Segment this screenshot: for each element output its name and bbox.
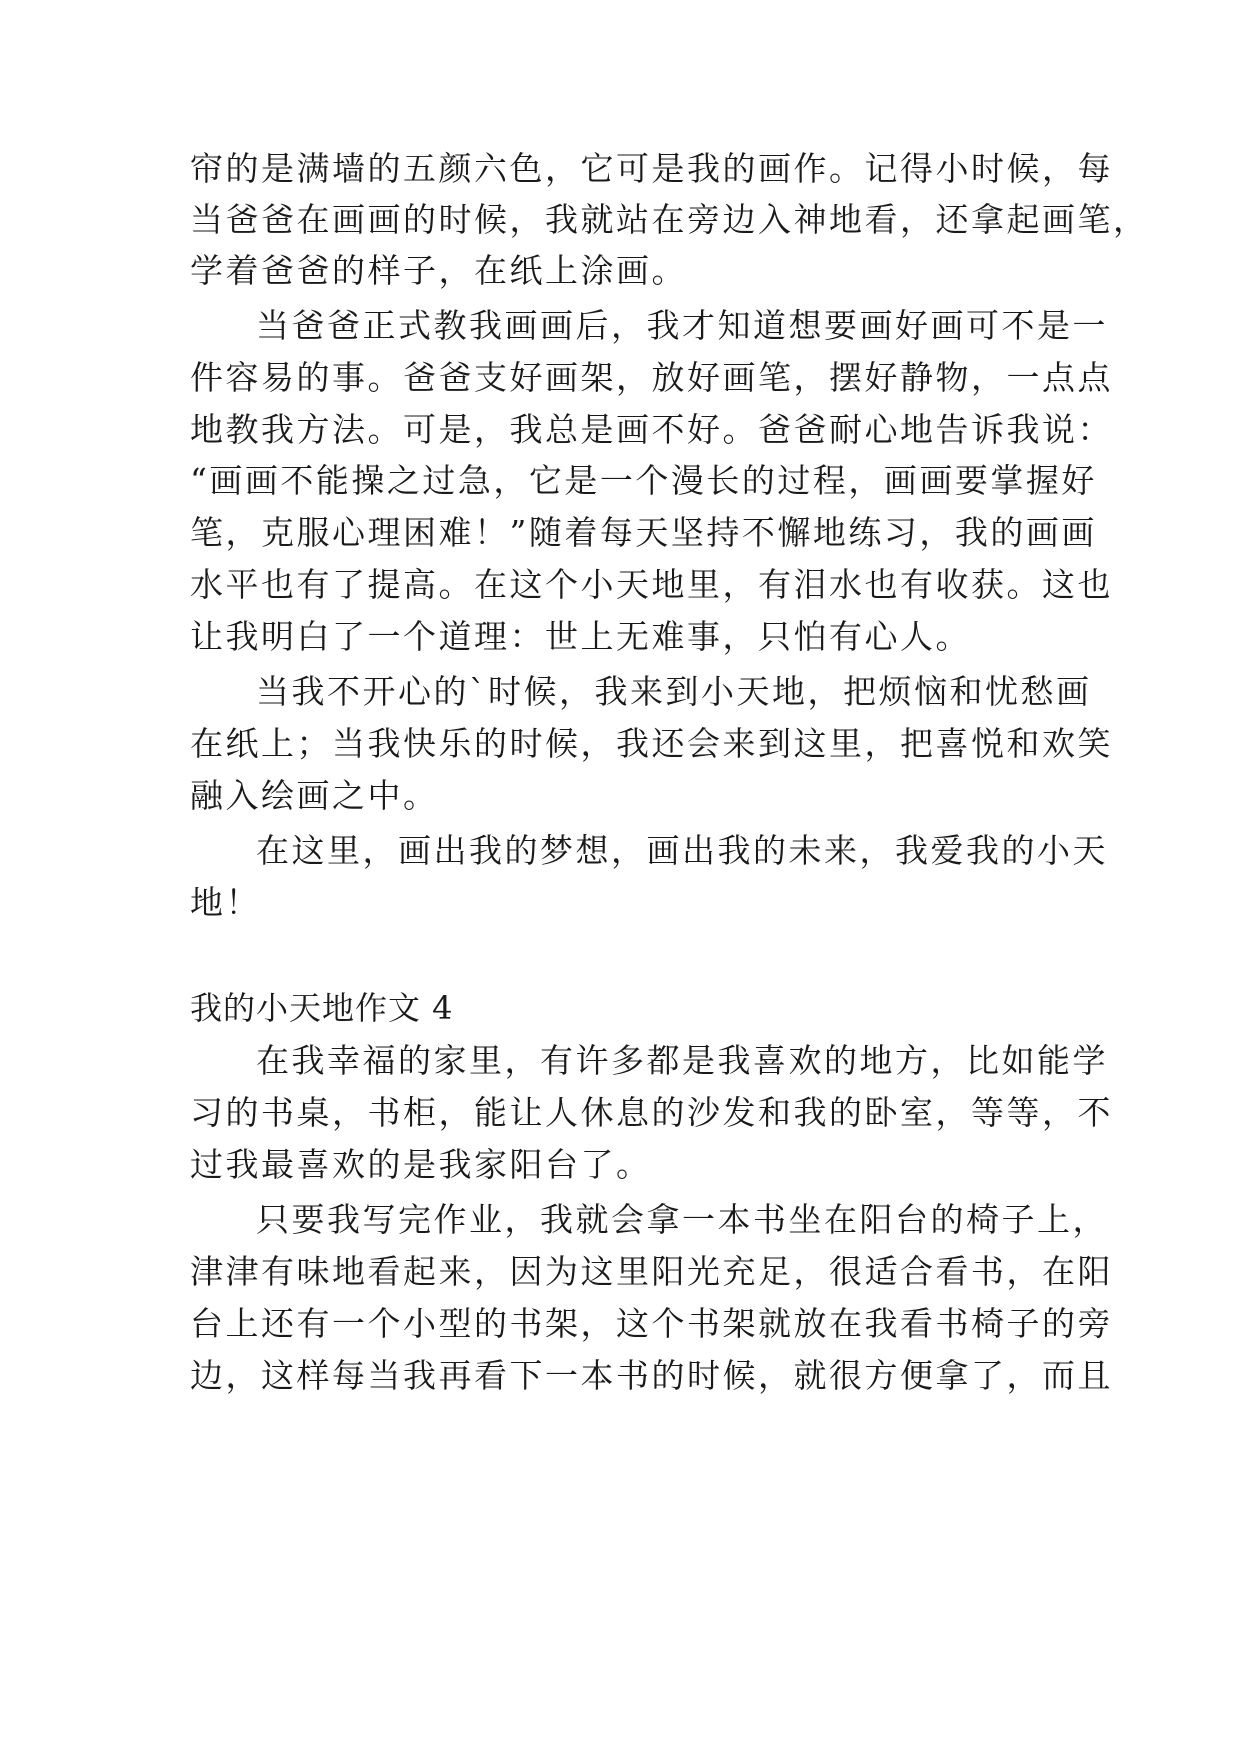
paragraph-line: 当爸爸在画画的时候，我就站在旁边入神地看，还拿起画笔， xyxy=(190,200,1149,239)
paragraph-line: 只要我写完作业，我就会拿一本书坐在阳台的椅子上， xyxy=(256,1200,1108,1239)
paragraph-line: 件容易的事。爸爸支好画架，放好画笔，摆好静物，一点点 xyxy=(190,358,1113,397)
paragraph-line: 学着爸爸的样子，在纸上涂画。 xyxy=(190,251,687,290)
paragraph-line: 在纸上；当我快乐的时候，我还会来到这里，把喜悦和欢笑 xyxy=(190,724,1113,763)
paragraph-line: 让我明白了一个道理：世上无难事，只怕有心人。 xyxy=(190,617,971,656)
paragraph-line: 水平也有了提高。在这个小天地里，有泪水也有收获。这也 xyxy=(190,565,1113,604)
paragraph-line: 在这里，画出我的梦想，画出我的未来，我爱我的小天 xyxy=(256,831,1108,870)
paragraph-line: 当爸爸正式教我画画后，我才知道想要画好画可不是一 xyxy=(256,306,1108,345)
paragraph-line: 帘的是满墙的五颜六色，它可是我的画作。记得小时候，每 xyxy=(190,149,1113,188)
paragraph-line: 地教我方法。可是，我总是画不好。爸爸耐心地告诉我说： xyxy=(190,410,1113,449)
paragraph-line: 台上还有一个小型的书架，这个书架就放在我看书椅子的旁 xyxy=(190,1304,1113,1343)
paragraph-line: 过我最喜欢的是我家阳台了。 xyxy=(190,1145,652,1184)
paragraph-line: 笔，克服心理困难！”随着每天坚持不懈地练习，我的画画 xyxy=(190,513,1097,552)
paragraph-line: 融入绘画之中。 xyxy=(190,776,439,815)
paragraph-line: 习的书桌，书柜，能让人休息的沙发和我的卧室，等等，不 xyxy=(190,1093,1113,1132)
paragraph-line: 在我幸福的家里，有许多都是我喜欢的地方，比如能学 xyxy=(256,1041,1108,1080)
paragraph-line: 地！ xyxy=(190,883,261,922)
paragraph-line: 边，这样每当我再看下一本书的时候，就很方便拿了，而且 xyxy=(190,1356,1113,1395)
paragraph-line: 津津有味地看起来，因为这里阳光充足，很适合看书，在阳 xyxy=(190,1252,1113,1291)
paragraph-line: 当我不开心的`时候，我来到小天地，把烦恼和忧愁画 xyxy=(256,672,1092,711)
paragraph-line: “画画不能操之过急，它是一个漫长的过程，画画要掌握好 xyxy=(190,461,1097,500)
section-title: 我的小天地作文 4 xyxy=(190,989,454,1027)
